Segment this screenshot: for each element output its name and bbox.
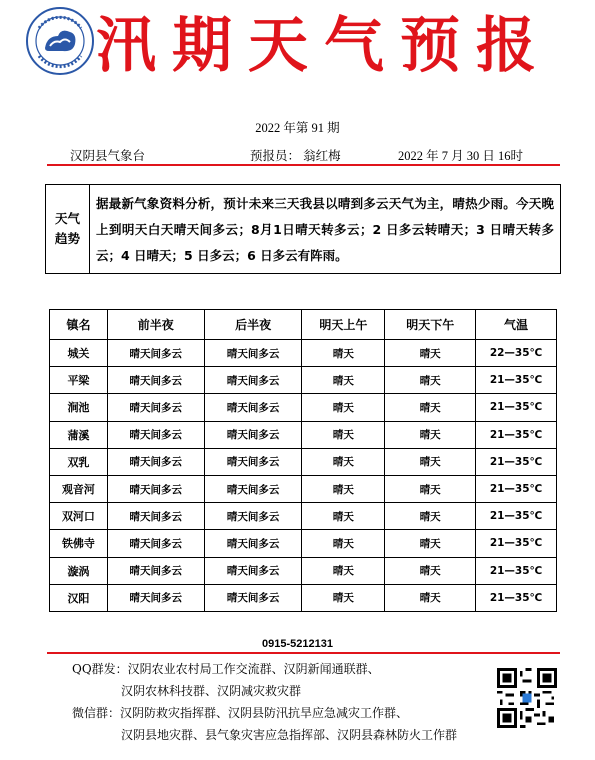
cell-temperature: 21—35℃ <box>476 584 557 611</box>
contact-phone: 0915-5212131 <box>262 638 333 650</box>
cell-temperature: 21—35℃ <box>476 421 557 448</box>
cell-first-half-night: 晴天间多云 <box>107 421 204 448</box>
cell-second-half-night: 晴天间多云 <box>204 557 302 584</box>
cell-temperature: 21—35℃ <box>476 503 557 530</box>
cell-first-half-night: 晴天间多云 <box>107 530 204 557</box>
cell-town: 双乳 <box>50 448 108 475</box>
cell-town: 漩涡 <box>50 557 108 584</box>
wechat-groups-line-2: 汉阴县地灾群、县气象灾害应急指挥部、汉阴县森林防火工作群 <box>121 728 458 742</box>
cell-tomorrow-morning: 晴天 <box>302 475 385 502</box>
header-tomorrow-afternoon: 明天下午 <box>385 310 476 340</box>
cell-second-half-night: 晴天间多云 <box>204 421 302 448</box>
cell-tomorrow-morning: 晴天 <box>302 421 385 448</box>
cell-tomorrow-morning: 晴天 <box>302 584 385 611</box>
cell-first-half-night: 晴天间多云 <box>107 475 204 502</box>
cell-tomorrow-morning: 晴天 <box>302 367 385 394</box>
cell-temperature: 21—35℃ <box>476 448 557 475</box>
cell-town: 涧池 <box>50 394 108 421</box>
cell-second-half-night: 晴天间多云 <box>204 530 302 557</box>
cell-temperature: 21—35℃ <box>476 475 557 502</box>
table-row <box>50 530 557 557</box>
cell-tomorrow-morning: 晴天 <box>302 557 385 584</box>
meteorological-agency-logo-icon <box>25 6 95 76</box>
weather-trend-box <box>45 184 561 274</box>
cell-first-half-night: 晴天间多云 <box>107 340 204 367</box>
cell-temperature: 21—35℃ <box>476 367 557 394</box>
cell-town: 汉阳 <box>50 584 108 611</box>
cell-first-half-night: 晴天间多云 <box>107 448 204 475</box>
cell-temperature: 21—35℃ <box>476 394 557 421</box>
cell-second-half-night: 晴天间多云 <box>204 394 302 421</box>
cell-second-half-night: 晴天间多云 <box>204 503 302 530</box>
cell-tomorrow-afternoon: 晴天 <box>385 394 476 421</box>
table-header-row <box>50 310 557 340</box>
cell-temperature: 21—35℃ <box>476 557 557 584</box>
header-first-half-night: 前半夜 <box>107 310 204 340</box>
cell-town: 观音河 <box>50 475 108 502</box>
cell-tomorrow-morning: 晴天 <box>302 503 385 530</box>
cell-second-half-night: 晴天间多云 <box>204 340 302 367</box>
cell-second-half-night: 晴天间多云 <box>204 475 302 502</box>
cell-tomorrow-afternoon: 晴天 <box>385 448 476 475</box>
header-tomorrow-morning: 明天上午 <box>302 310 385 340</box>
header-second-half-night: 后半夜 <box>204 310 302 340</box>
issue-number: 2022 年第 91 期 <box>255 121 340 135</box>
cell-town: 铁佛寺 <box>50 530 108 557</box>
trend-label: 天气趋势 <box>54 211 80 246</box>
cell-town: 蒲溪 <box>50 421 108 448</box>
cell-second-half-night: 晴天间多云 <box>204 584 302 611</box>
table-row <box>50 367 557 394</box>
cell-first-half-night: 晴天间多云 <box>107 503 204 530</box>
cell-tomorrow-morning: 晴天 <box>302 394 385 421</box>
forecast-table <box>49 309 557 612</box>
cell-tomorrow-afternoon: 晴天 <box>385 367 476 394</box>
cell-tomorrow-afternoon: 晴天 <box>385 557 476 584</box>
cell-temperature: 21—35℃ <box>476 530 557 557</box>
footer-divider <box>47 652 560 654</box>
table-row <box>50 448 557 475</box>
table-row <box>50 503 557 530</box>
trend-label-cell <box>46 185 90 273</box>
table-row <box>50 421 557 448</box>
table-row <box>50 340 557 367</box>
cell-temperature: 22—35℃ <box>476 340 557 367</box>
cell-first-half-night: 晴天间多云 <box>107 584 204 611</box>
table-row <box>50 557 557 584</box>
table-row <box>50 394 557 421</box>
header-divider <box>47 164 560 166</box>
cell-tomorrow-morning: 晴天 <box>302 530 385 557</box>
wechat-groups-line-1: 微信群：汉阴防救灾指挥群、汉阴县防汛抗旱应急减灾工作群、 <box>72 706 409 720</box>
table-row <box>50 475 557 502</box>
qq-groups-line-2: 汉阴农林科技群、汉阴减灾救灾群 <box>121 684 302 698</box>
cell-tomorrow-afternoon: 晴天 <box>385 503 476 530</box>
cell-town: 平梁 <box>50 367 108 394</box>
header-town: 镇名 <box>50 310 108 340</box>
header-temperature: 气温 <box>476 310 557 340</box>
cell-first-half-night: 晴天间多云 <box>107 367 204 394</box>
cell-tomorrow-afternoon: 晴天 <box>385 530 476 557</box>
issue-datetime: 2022 年 7 月 30 日 16时 <box>398 149 524 163</box>
cell-second-half-night: 晴天间多云 <box>204 367 302 394</box>
forecaster-name: 预报员： 翁红梅 <box>250 149 341 163</box>
trend-text: 据最新气象资料分析，预计未来三天我县以晴到多云天气为主，晴热少雨。今天晚上到明天白天晴天间多云；8月1日晴天转多云；2 日多云转晴天；3 日晴天转多云；4 日晴天；5 日多云；6 日多云有阵雨。 <box>96 196 554 263</box>
qr-code-icon <box>497 668 557 728</box>
cell-first-half-night: 晴天间多云 <box>107 394 204 421</box>
cell-tomorrow-afternoon: 晴天 <box>385 421 476 448</box>
cell-tomorrow-afternoon: 晴天 <box>385 475 476 502</box>
table-row <box>50 584 557 611</box>
station-name: 汉阴县气象台 <box>70 149 146 163</box>
cell-first-half-night: 晴天间多云 <box>107 557 204 584</box>
qq-groups-line-1: QQ群发：汉阴农业农村局工作交流群、汉阴新闻通联群、 <box>72 662 380 676</box>
cell-tomorrow-afternoon: 晴天 <box>385 584 476 611</box>
cell-tomorrow-afternoon: 晴天 <box>385 340 476 367</box>
page-title: 汛期天气预报 <box>96 11 552 81</box>
cell-second-half-night: 晴天间多云 <box>204 448 302 475</box>
cell-tomorrow-morning: 晴天 <box>302 448 385 475</box>
cell-town: 双河口 <box>50 503 108 530</box>
cell-town: 城关 <box>50 340 108 367</box>
cell-tomorrow-morning: 晴天 <box>302 340 385 367</box>
